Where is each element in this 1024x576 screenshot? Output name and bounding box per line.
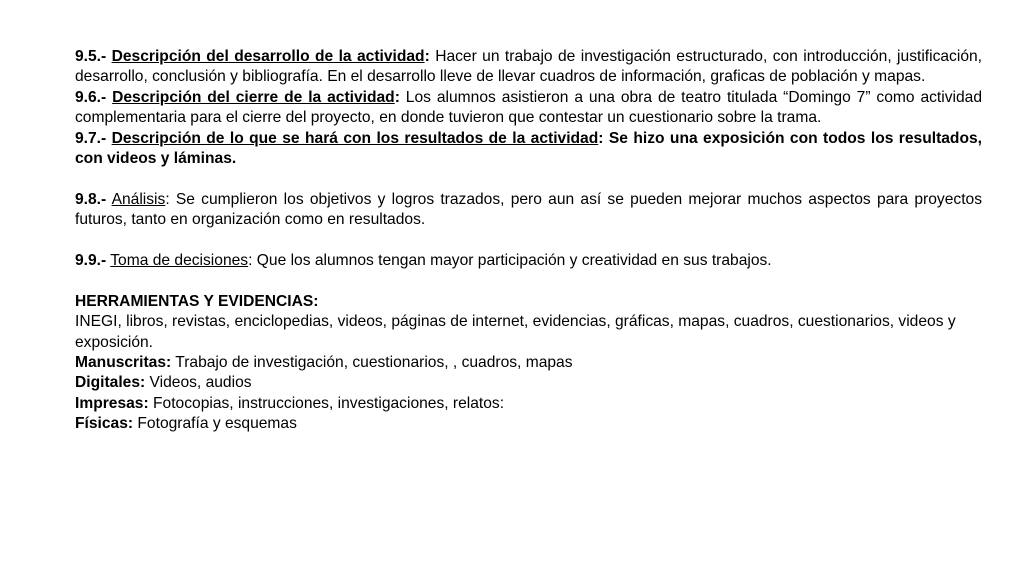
tools-item-manuscritas	[75, 353, 982, 373]
tools-item-digitales	[75, 373, 982, 393]
spacer	[75, 271, 982, 291]
tools-item-fisicas	[75, 414, 982, 434]
tools-item-text: Trabajo de investigación, cuestionarios, , cuadros, mapas	[171, 354, 573, 372]
tools-item-impresas	[75, 394, 982, 414]
section-body: Los alumnos asistieron a una obra de teatro titulada “Domingo 7” como actividad complementaria para el cierre del proyecto, en donde tuvieron que contestar un cuestionario sobre la trama.	[75, 88, 982, 127]
section-title: Descripción del desarrollo de la actividad	[111, 48, 425, 65]
spacer	[75, 231, 982, 251]
document-page	[75, 47, 982, 435]
section-body: Se cumplieron los objetivos y logros trazados, pero aun así se pueden mejorar muchos aspectos para proyectos futuros, tanto en organización como en resultados.	[75, 190, 982, 229]
tools-item-label: Digitales:	[75, 374, 146, 392]
section-title: Descripción del cierre de la actividad	[112, 88, 395, 106]
section-body: Hacer un trabajo de investigación estructurado, con introducción, justificación, desarrollo, conclusión y bibliografía. En el desarrollo lleve de llevar cuadros de información, graficas de población y mapas.	[75, 48, 982, 86]
tools-item-text: Fotografía y esquemas	[133, 415, 297, 433]
tools-item-text: Fotocopias, instrucciones, investigaciones, relatos:	[148, 394, 505, 412]
section-number: 9.7.-	[75, 129, 107, 147]
section-body: Se hizo una exposición con todos los resultados, con videos y láminas.	[75, 129, 982, 168]
spacer	[75, 169, 982, 189]
tools-item-label: Impresas:	[75, 394, 149, 412]
section-9-7	[75, 129, 982, 170]
section-number: 9.5.-	[75, 48, 107, 65]
section-colon: :	[394, 88, 400, 106]
section-9-8	[75, 190, 982, 231]
section-number: 9.6.-	[75, 88, 107, 106]
section-number: 9.8.-	[75, 190, 107, 208]
section-title: Descripción de lo que se hará con los resultados de la actividad	[111, 129, 599, 147]
section-colon: :	[248, 252, 253, 270]
tools-item-text: Videos, audios	[145, 374, 252, 392]
section-title: Toma de decisiones	[110, 252, 249, 270]
section-colon: :	[424, 48, 430, 65]
tools-list: INEGI, libros, revistas, enciclopedias, videos, páginas de internet, evidencias, gráficas, mapas, cuadros, cuestionarios, videos y exposición.	[75, 313, 956, 351]
section-body: Que los alumnos tengan mayor participación y creatividad en sus trabajos.	[252, 252, 772, 270]
section-9-9	[75, 251, 982, 271]
section-colon: :	[598, 129, 604, 147]
tools-item-label: Físicas:	[75, 415, 134, 433]
section-9-6	[75, 88, 982, 129]
section-title: Análisis	[111, 190, 166, 208]
tools-item-label: Manuscritas:	[75, 354, 172, 372]
section-9-5	[75, 47, 982, 88]
tools-heading: HERRAMIENTAS Y EVIDENCIAS:	[75, 292, 319, 310]
section-number: 9.9.-	[75, 252, 107, 270]
section-colon: :	[165, 190, 170, 208]
